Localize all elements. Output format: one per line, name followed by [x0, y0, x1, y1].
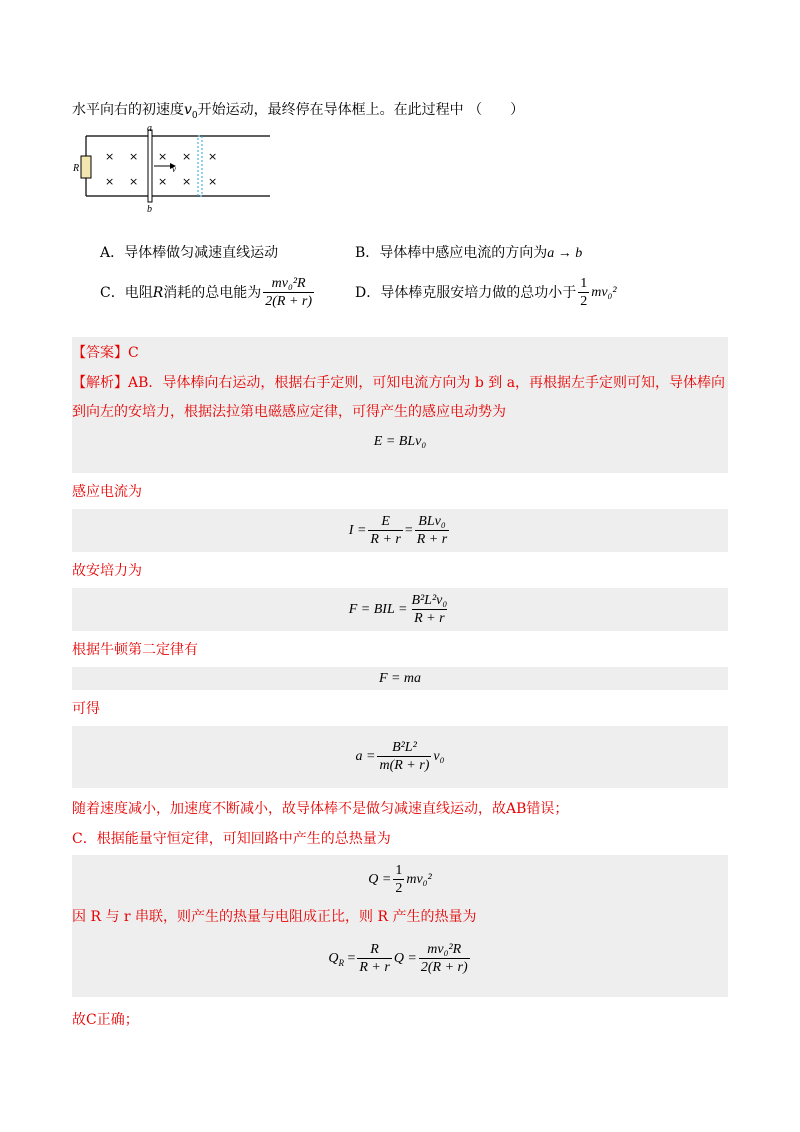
eq-current-frac-1 — [368, 514, 402, 548]
equation-current — [72, 509, 728, 552]
eq-emf-text: E = BLv₀ — [373, 434, 427, 449]
analysis-line-1 — [72, 373, 725, 393]
eq-heat-lhs: Q = — [368, 872, 392, 887]
eq-current-equals: = — [404, 522, 413, 538]
resistor-label: R — [73, 163, 80, 174]
rod-label-b: b — [147, 204, 152, 214]
eq-current-d1: R + r — [370, 531, 401, 547]
option-c-fraction — [263, 276, 314, 310]
eq-acc-num: B²L² — [392, 740, 417, 755]
stem-suffix: 开始运动，最终停在导体框上。在此过程中 （ ） — [197, 102, 525, 118]
cross-9: × — [208, 150, 218, 163]
option-c-prefix: C．电阻 — [100, 285, 153, 301]
eq-acc-frac — [377, 740, 431, 774]
stem-prefix: 水平向右的初速度 — [72, 102, 184, 118]
option-b-math: a → b — [547, 246, 583, 261]
eq-heat-frac — [393, 863, 404, 897]
eq-heatr-d2: 2(R + r) — [420, 960, 468, 975]
resistor-symbol — [81, 156, 91, 178]
cross-3: × — [105, 175, 115, 188]
option-c — [100, 273, 316, 313]
cross-10: × — [208, 175, 218, 188]
analysis-line-2: 到向左的安培力，根据法拉第电磁感应定律，可得产生的感应电动势为 — [72, 404, 506, 420]
text-force: 故安培力为 — [72, 563, 142, 579]
eq-force-num: B²L²v₀ — [411, 592, 448, 608]
option-d — [355, 273, 617, 313]
answer-value: C — [128, 345, 139, 361]
eq-current-d2: R + r — [416, 531, 448, 547]
text-current: 感应电流为 — [72, 484, 142, 500]
eq-acc-rhs: v₀ — [433, 749, 445, 764]
eq-heatr-d1: R + r — [359, 960, 390, 975]
option-d-prefix: D．导体棒克服安培力做的总功小于 — [355, 285, 577, 301]
final-rod-position — [198, 136, 202, 196]
eq-heatr-lhs — [328, 951, 344, 968]
cross-5: × — [158, 150, 168, 163]
option-d-num: 1 — [580, 276, 588, 291]
eq-heatr-mid: Q = — [393, 951, 417, 966]
cross-6: × — [182, 150, 192, 163]
option-c-num: mv₀²R — [271, 276, 306, 291]
equation-emf — [72, 430, 728, 454]
equation-heat-r — [72, 935, 728, 983]
analysis-text-1: AB．导体棒向右运动，根据右手定则，可知电流方向为 b 到 a，再根据左手定则可知，导体棒向 — [128, 375, 726, 391]
eq-heatr-frac-1 — [357, 942, 391, 976]
eq-heatr-equals-1: = — [343, 951, 356, 966]
option-c-var: R — [152, 285, 164, 301]
conductor-rod — [148, 130, 152, 202]
velocity-label: v — [172, 164, 176, 174]
eq-force-den: R + r — [414, 610, 445, 626]
equation-force — [72, 588, 728, 631]
eq-current-n1: E — [381, 513, 390, 529]
equation-heat — [72, 858, 728, 902]
equation-acceleration — [72, 726, 728, 788]
eq-heat-rhs: mv₀² — [406, 872, 432, 887]
option-d-den: 2 — [580, 294, 588, 309]
option-b-text: B．导体棒中感应电流的方向为 — [355, 245, 548, 261]
text-series: 因 R 与 r 串联，则产生的热量与电阻成正比，则 R 产生的热量为 — [72, 909, 477, 925]
eq-heatr-n2: mv₀²R — [427, 942, 462, 957]
eq-heatr-n1: R — [370, 942, 379, 957]
eq-current-n2: BLv₀ — [418, 513, 446, 529]
text-c-intro: C．根据能量守恒定律，可知回路中产生的总热量为 — [72, 831, 391, 847]
cross-7: × — [158, 175, 168, 188]
stem-sub: 0 — [191, 110, 198, 121]
eq-current-lhs: I = — [348, 522, 367, 538]
cross-2: × — [129, 150, 139, 163]
stem-var: v — [184, 102, 192, 118]
circuit-diagram — [72, 122, 282, 214]
eq-heat-den: 2 — [395, 881, 403, 896]
option-a: A．导体棒做匀减速直线运动 — [100, 245, 279, 261]
text-newton: 根据牛顿第二定律有 — [72, 642, 198, 658]
text-conclusion-ab: 随着速度减小，加速度不断减小，故导体棒不是做匀减速直线运动，故AB错误； — [72, 801, 569, 817]
cross-8: × — [182, 175, 192, 188]
eq-heat-num: 1 — [395, 863, 403, 878]
eq-heatr-q: Q — [328, 950, 339, 966]
eq-force-lhs: F = BIL = — [348, 601, 408, 617]
eq-newton-text: F = ma — [378, 670, 422, 686]
answer-line — [72, 343, 139, 363]
eq-heatr-sub: R — [338, 957, 344, 968]
eq-acc-lhs: a = — [355, 749, 376, 764]
option-b — [355, 243, 582, 264]
cross-1: × — [105, 150, 115, 163]
option-d-fraction — [578, 276, 589, 310]
option-d-math: mv₀² — [591, 285, 617, 300]
eq-force-frac — [409, 593, 449, 627]
eq-acc-den: m(R + r) — [379, 758, 430, 773]
equation-newton — [72, 667, 728, 690]
rod-label-a: a — [147, 123, 152, 134]
option-c-den: 2(R + r) — [265, 294, 313, 309]
text-c-correct: 故C正确； — [72, 1012, 139, 1028]
analysis-label: 【解析】 — [72, 375, 128, 391]
eq-heatr-frac-2 — [419, 942, 470, 976]
eq-current-frac-2 — [415, 514, 449, 548]
magnetic-field-crosses — [105, 150, 217, 188]
cross-4: × — [129, 175, 139, 188]
option-c-suffix: 消耗的总电能为 — [163, 285, 262, 301]
answer-label: 【答案】 — [72, 345, 128, 361]
text-get: 可得 — [72, 701, 100, 717]
